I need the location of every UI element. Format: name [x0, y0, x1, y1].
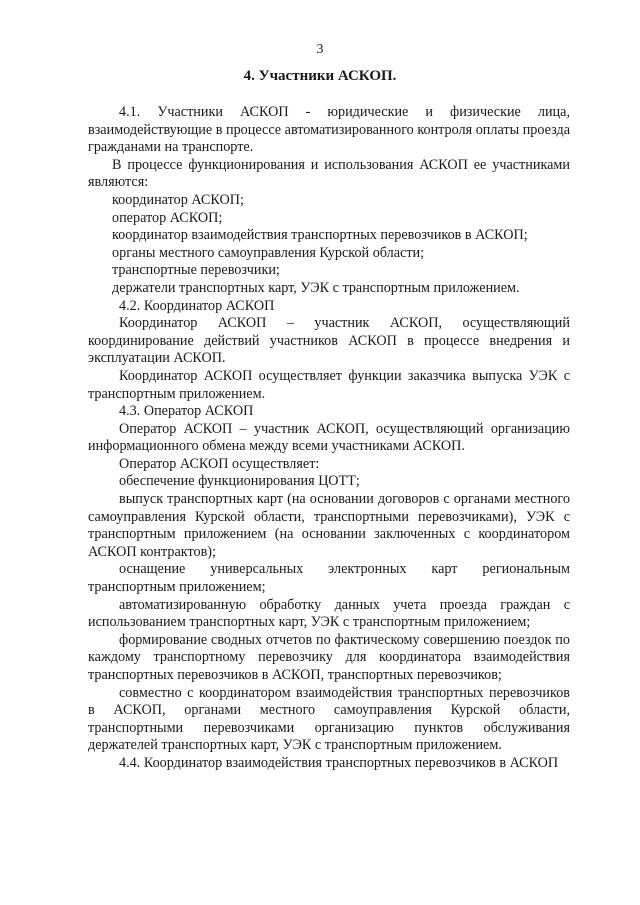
paragraph-participants-intro: В процессе функционирования и использования АСКОП ее участниками являются:	[88, 156, 570, 191]
subsection-heading: 4.2. Координатор АСКОП	[119, 297, 275, 314]
paragraph: Координатор АСКОП осуществляет функции заказчика выпуска УЭК с транспортным приложением.	[88, 367, 570, 402]
list-item: держатели транспортных карт, УЭК с транспортным приложением.	[112, 279, 520, 296]
paragraph: Координатор АСКОП – участник АСКОП, осуществляющий координирование действий участников АСКОП в процессе внедрения и эксплуатации АСКОП.	[88, 315, 570, 367]
list-item: совместно с координатором взаимодействия транспортных перевозчиков в АСКОП, органами местного самоуправления Курской области, транспортными перевозчиками организацию пунктов обслуживания держателей транспортных карт, УЭК с транспортным приложением.	[88, 684, 570, 754]
list-item: транспортные перевозчики;	[112, 262, 280, 279]
paragraph: Оператор АСКОП – участник АСКОП, осуществляющий организацию информационного обмена между всеми участниками АСКОП.	[88, 420, 570, 455]
list-item: формирование сводных отчетов по фактическому совершению поездок по каждому транспортному перевозчику для координатора взаимодействия транспортных перевозчиков в АСКОП, транспортных перевозчиков;	[88, 631, 570, 683]
section-heading: 4. Участники АСКОП.	[243, 68, 397, 84]
paragraph: Оператор АСКОП осуществляет:	[119, 455, 320, 472]
list-item: координатор АСКОП;	[112, 191, 244, 208]
list-item: координатор взаимодействия транспортных перевозчиков в АСКОП;	[112, 227, 528, 244]
section-body	[88, 104, 570, 773]
list-item: оператор АСКОП;	[112, 209, 223, 226]
subsection-heading: 4.4. Координатор взаимодействия транспортных перевозчиков в АСКОП	[119, 754, 559, 771]
list-item: автоматизированную обработку данных учета проезда граждан с использованием транспортных карт, УЭК с транспортным приложением;	[88, 596, 570, 631]
subsection-heading: 4.3. Оператор АСКОП	[119, 403, 254, 420]
list-item: обеспечение функционирования ЦОТТ;	[119, 473, 360, 490]
list-item: выпуск транспортных карт (на основании договоров с органами местного самоуправления Курской области, транспортными перевозчиками), УЭК с транспортным приложением (на основании заключенных с координатором АСКОП контрактов);	[88, 491, 570, 560]
list-item: органы местного самоуправления Курской области;	[112, 244, 425, 261]
list-item: оснащение универсальных электронных карт региональным транспортным приложением;	[88, 561, 570, 596]
page-number: 3	[316, 42, 324, 57]
paragraph-definition: 4.1. Участники АСКОП - юридические и физические лица, взаимодействующие в процессе автоматизированного контроля оплаты проезда гражданами на транспорте.	[88, 104, 570, 156]
